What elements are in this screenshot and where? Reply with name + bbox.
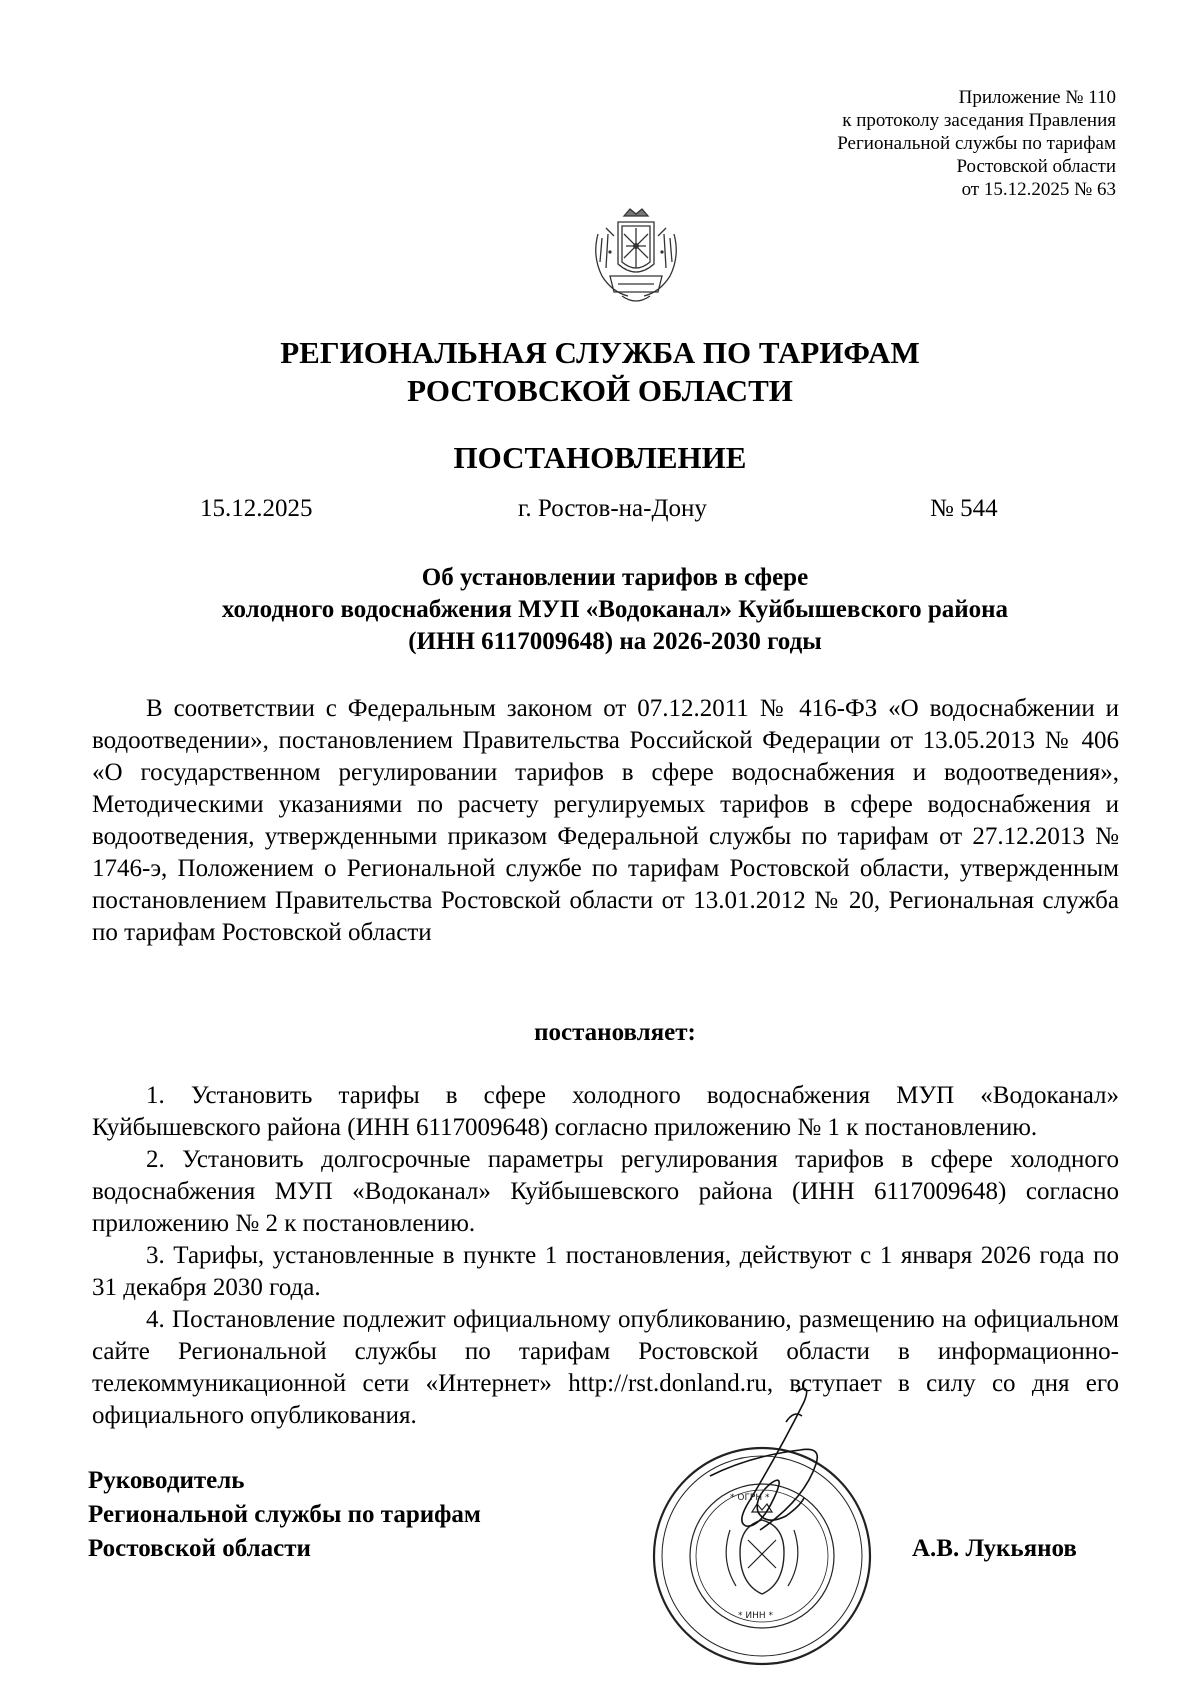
preamble-paragraph: В соответствии с Федеральным законом от 07.12.2011 № 416-ФЗ «О водоснабжении и водоотведении», постановлением Правительства Российской Федерации от 13.05.2013 № 406 «О государственном регулировании тарифов в сфере водоснабжения и водоотведения», Методическими указаниями по расчету регулируемых тарифов в сфере водоснабжения и водоотведения, утвержденными приказом Федеральной службы по тарифам от 27.12.2013 № 1746-э, Положением о Региональной службе по тарифам Ростовской области, утвержденным постановлением Правительства Ростовской области от 13.01.2012 № 20, Региональная служба по тарифам Ростовской области [92,695,1119,946]
annex-reference [696,86,1116,201]
signatory-title-line: Региональной службы по тарифам [88,1501,481,1528]
annex-line: от 15.12.2025 № 63 [961,179,1116,200]
svg-text:* ОГРН *: * ОГРН * [730,1493,770,1503]
document-type: ПОСТАНОВЛЕНИЕ [453,440,747,475]
signatory-name: А.В. Лукьянов [912,1535,1077,1562]
rostov-region-coat-of-arms-icon [588,206,684,308]
subject-line: холодного водоснабжения МУП «Водоканал» Куйбышевского района [221,596,1009,623]
organization-line: РЕГИОНАЛЬНАЯ СЛУЖБА ПО ТАРИФАМ [280,335,920,370]
document-subject [0,562,1200,658]
decision-point: 3. Тарифы, установленные в пункте 1 постановления, действуют с 1 января 2026 года по 31 декабря 2030 года. [92,1242,1119,1301]
annex-line: Региональной службы по тарифам [837,133,1116,154]
organization-line: РОСТОВСКОЙ ОБЛАСТИ [407,373,793,408]
document-number: № 544 [930,495,998,522]
signatory-title [88,1464,481,1566]
signatory-title-line: Ростовской области [88,1535,311,1562]
decision-point: 4. Постановление подлежит официальному опубликованию, размещению на официальном сайте Региональной службы по тарифам Ростовской области в информационно-телекоммуникационной сети «Интернет» http://rst.donland.ru, вступает в силу со дня его официального опубликования. [92,1306,1119,1429]
svg-text:* ИНН *: * ИНН * [738,1611,773,1621]
decides-heading: постановляет: [534,1019,696,1046]
annex-line: Приложение № 110 [958,87,1116,108]
preamble [92,693,1119,949]
annex-line: Ростовской области [956,156,1116,177]
decision-point: 1. Установить тарифы в сфере холодного водоснабжения МУП «Водоканал» Куйбышевского района (ИНН 6117009648) согласно приложению № 1 к постановлению. [92,1082,1119,1141]
organization-name [0,334,1200,410]
document-date: 15.12.2025 [200,495,313,522]
document-city: г. Ростов-на-Дону [518,495,707,522]
official-round-seal-icon [590,1380,940,1698]
annex-line: к протоколу заседания Правления [842,110,1116,131]
subject-line: Об установлении тарифов в сфере [421,564,809,591]
decision-point: 2. Установить долгосрочные параметры регулирования тарифов в сфере холодного водоснабжения МУП «Водоканал» Куйбышевского района (ИНН 6117009648) согласно приложению № 2 к постановлению. [92,1146,1119,1237]
signatory-title-line: Руководитель [88,1467,245,1494]
subject-line: (ИНН 6117009648) на 2026-2030 годы [408,628,822,655]
